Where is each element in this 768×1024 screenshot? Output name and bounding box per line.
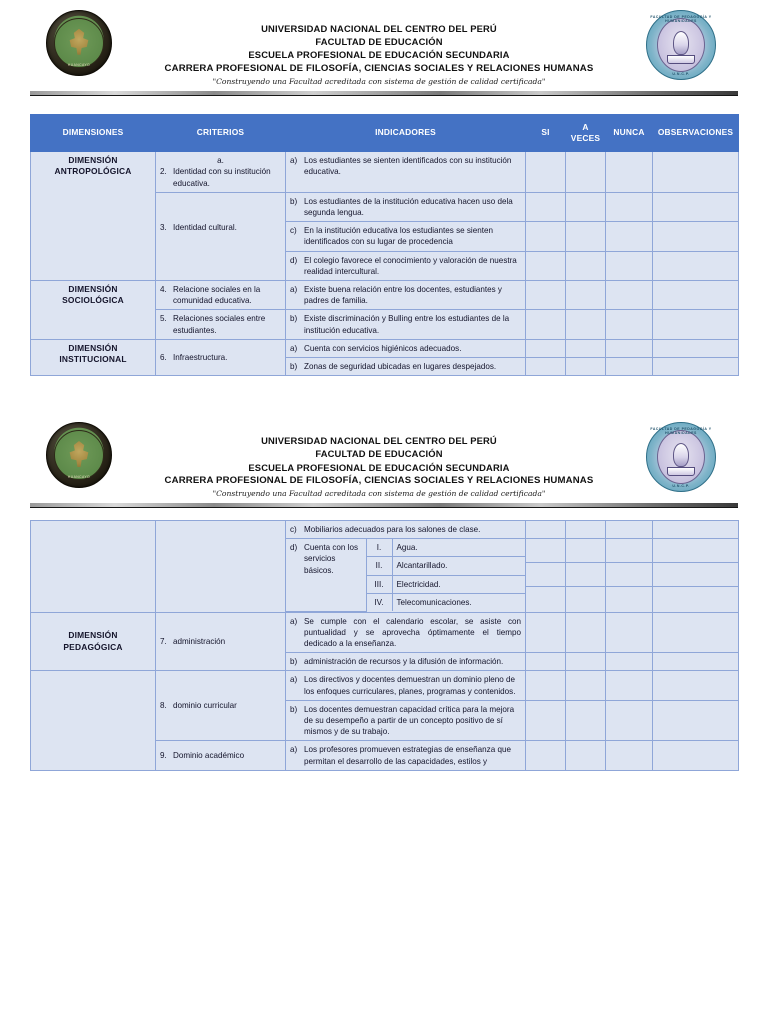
answer-cell-a-veces[interactable] (566, 586, 606, 612)
dimension-institucional-cont (31, 521, 156, 613)
indicador-text: Se cumple con el calendario escolar, se asiste con puntualidad y se aprovecha óptimamente el tiempo dedicado a la enseñanza. (304, 616, 521, 648)
criterio-3-cell (156, 192, 286, 280)
criterio-4-cell (156, 281, 286, 310)
answer-cell-a-veces[interactable] (566, 562, 606, 586)
indicador-letter: b) (290, 314, 298, 324)
col-header-a-veces (566, 114, 606, 151)
header-slogan: "Construyendo una Facultad acreditada con sistema de gestión de calidad certificada" (212, 489, 546, 499)
answer-cell-observaciones[interactable] (653, 251, 739, 280)
answer-cell-observaciones[interactable] (653, 612, 739, 653)
table-row (31, 339, 739, 357)
criterio-2-num: 2. (160, 167, 167, 177)
unt-seal-logo (46, 422, 112, 488)
answer-cell-a-veces[interactable] (566, 251, 606, 280)
servicios-basicos-subtable (286, 539, 525, 611)
answer-cell-observaciones[interactable] (653, 741, 739, 770)
subitem-text: Electricidad. (392, 575, 525, 593)
header-line-faculty: FACULTAD DE EDUCACIÓN (315, 448, 443, 460)
criterio-a-label: a. (217, 156, 224, 166)
emblem-bottom-label: U.N.C.P. (672, 72, 690, 76)
answer-cell-a-veces[interactable] (566, 339, 606, 357)
answer-cell-a-veces[interactable] (566, 152, 606, 193)
dimension-institucional-l2: INSTITUCIONAL (59, 354, 127, 365)
answer-cell-si[interactable] (526, 700, 566, 741)
indicador-text: Zonas de seguridad ubicadas en lugares despejados. (304, 362, 497, 372)
indicador-text: administración de recursos y la difusión de información. (304, 657, 504, 667)
answer-cell-nunca[interactable] (606, 653, 653, 671)
answer-cell-nunca[interactable] (606, 586, 653, 612)
answer-cell-nunca[interactable] (606, 671, 653, 700)
answer-cell-observaciones[interactable] (653, 700, 739, 741)
indicador-letter: a) (290, 675, 298, 685)
answer-cell-observaciones[interactable] (653, 192, 739, 221)
indicador-cell (286, 521, 526, 539)
answer-cell-nunca[interactable] (606, 700, 653, 741)
table-row (31, 281, 739, 310)
answer-cell-observaciones[interactable] (653, 152, 739, 193)
answer-cell-observaciones[interactable] (653, 671, 739, 700)
answer-cell-a-veces[interactable] (566, 192, 606, 221)
answer-cell-observaciones[interactable] (653, 358, 739, 376)
page-break-gap (0, 376, 768, 412)
header-line-school: ESCUELA PROFESIONAL DE EDUCACIÓN SECUNDARIA (248, 461, 510, 473)
indicador-text: Los docentes demuestran capacidad crítica para la mejora de su desempeño a partir de un concepto positivo de sí mismos y de su trabajo. (304, 704, 515, 737)
indicador-cell-servicios (286, 539, 526, 612)
dimension-antropologica-l1: DIMENSIÓN (68, 155, 118, 166)
answer-cell-a-veces[interactable] (566, 741, 606, 770)
answer-cell-nunca[interactable] (606, 281, 653, 310)
indicador-text: Los directivos y docentes demuestran un dominio pleno de los enfoques curriculares, planes, programas y contenidos. (304, 675, 516, 696)
answer-cell-a-veces[interactable] (566, 310, 606, 339)
indicador-cell (286, 653, 526, 671)
rubric-table-2-wrap (0, 520, 768, 771)
indicador-cell (286, 612, 526, 653)
subitem-num: I. (366, 539, 392, 557)
subitem-num: III. (366, 575, 392, 593)
seal-caption: HUANCAYO (67, 475, 91, 480)
indicador-text: Existe discriminación y Bulling entre los estudiantes de la institución educativa. (304, 314, 510, 335)
answer-cell-observaciones[interactable] (653, 539, 739, 563)
col-header-nunca: NUNCA (606, 114, 653, 151)
criterio-5-cell (156, 310, 286, 339)
header-divider-rule (30, 91, 738, 96)
indicador-cell (286, 281, 526, 310)
col-header-dimensiones: DIMENSIONES (31, 114, 156, 151)
subitem-num: IV. (366, 593, 392, 611)
criterio-2-cell (156, 152, 286, 193)
header-titles (112, 422, 646, 499)
answer-cell-nunca[interactable] (606, 222, 653, 251)
col-header-a-veces-l1: A (582, 121, 589, 132)
table-row (31, 521, 739, 539)
indicador-letter: b) (290, 657, 298, 667)
answer-cell-nunca[interactable] (606, 562, 653, 586)
emblem-torch-icon (673, 31, 689, 55)
header-divider-rule (30, 503, 738, 508)
answer-cell-nunca[interactable] (606, 339, 653, 357)
criterio-7-cell (156, 612, 286, 671)
answer-cell-si[interactable] (526, 339, 566, 357)
answer-cell-si[interactable] (526, 222, 566, 251)
answer-cell-nunca[interactable] (606, 741, 653, 770)
indicador-letter: a) (290, 343, 298, 353)
emblem-top-label: FACULTAD DE PEDAGOGÍA Y HUMANIDADES (650, 427, 712, 436)
answer-cell-observaciones[interactable] (653, 339, 739, 357)
subtable-row (286, 539, 525, 557)
dimension-antropologica (31, 152, 156, 281)
criterio-6-cell (156, 339, 286, 375)
unt-seal-logo (46, 10, 112, 76)
answer-cell-observaciones[interactable] (653, 653, 739, 671)
header-line-career: CARRERA PROFESIONAL DE FILOSOFÍA, CIENCIAS SOCIALES Y RELACIONES HUMANAS (164, 62, 594, 74)
answer-cell-si[interactable] (526, 562, 566, 586)
indicador-cell (286, 671, 526, 700)
emblem-book-icon (667, 467, 695, 476)
rubric-table-2 (30, 520, 739, 771)
header-line-school: ESCUELA PROFESIONAL DE EDUCACIÓN SECUNDARIA (248, 49, 510, 61)
dimension-pedagogica-l1: DIMENSIÓN (68, 630, 118, 641)
dimension-antropologica-l2: ANTROPOLÓGICA (54, 166, 132, 177)
answer-cell-a-veces[interactable] (566, 222, 606, 251)
dimension-sociologica-l2: SOCIOLÓGICA (62, 295, 124, 306)
indicador-letter: c) (290, 226, 297, 236)
answer-cell-a-veces[interactable] (566, 612, 606, 653)
criterio-4-text: Relacione sociales en la comunidad educativa. (173, 285, 261, 306)
indicador-letter: b) (290, 704, 298, 714)
emblem-top-label: FACULTAD DE PEDAGOGÍA Y HUMANIDADES (650, 15, 712, 23)
document-header-2 (0, 412, 768, 508)
criterio-3-text: Identidad cultural. (173, 222, 237, 232)
answer-cell-si[interactable] (526, 539, 566, 563)
dimension-sociologica (31, 281, 156, 340)
col-header-observaciones: OBSERVACIONES (653, 114, 739, 151)
answer-cell-a-veces[interactable] (566, 521, 606, 539)
dimension-pedagogica (31, 630, 156, 770)
subitem-num: II. (366, 557, 392, 575)
indicador-letter: a) (290, 745, 298, 755)
answer-cell-observaciones[interactable] (653, 281, 739, 310)
rubric-table-1 (30, 114, 739, 376)
seal-caption: HUANCAYO (67, 63, 91, 67)
criterio-5-text: Relaciones sociales entre estudiantes. (173, 314, 266, 335)
answer-cell-nunca[interactable] (606, 539, 653, 563)
answer-cell-observaciones[interactable] (653, 521, 739, 539)
answer-cell-nunca[interactable] (606, 310, 653, 339)
criterio-6-num: 6. (160, 352, 167, 362)
answer-cell-observaciones[interactable] (653, 310, 739, 339)
dimension-institucional-l1: DIMENSIÓN (68, 342, 118, 353)
indicador-text: Los estudiantes se sienten identificados con su institución educativa. (304, 156, 512, 177)
dimension-institucional (31, 339, 156, 375)
criterio-9-num: 9. (160, 751, 167, 761)
dimension-sociologica-l1: DIMENSIÓN (68, 284, 118, 295)
subitem-text: Telecomunicaciones. (392, 593, 525, 611)
emblem-torch-icon (673, 443, 689, 467)
criterio-6-text: Infraestructura. (173, 352, 228, 362)
answer-cell-si[interactable] (526, 671, 566, 700)
header-line-university: UNIVERSIDAD NACIONAL DEL CENTRO DEL PERÚ (261, 435, 497, 447)
subitem-text: Agua. (392, 539, 525, 557)
indicador-cell (286, 339, 526, 357)
criterio-7-num: 7. (160, 636, 167, 646)
criterio-8-cell (156, 671, 286, 741)
table-header-row (31, 114, 739, 151)
indicador-letter: d) (290, 543, 298, 553)
answer-cell-nunca[interactable] (606, 612, 653, 653)
criterio-8-num: 8. (160, 701, 167, 711)
answer-cell-a-veces[interactable] (566, 700, 606, 741)
criterio-4-num: 4. (160, 285, 167, 295)
answer-cell-si[interactable] (526, 521, 566, 539)
answer-cell-a-veces[interactable] (566, 539, 606, 563)
criterio-5-num: 5. (160, 314, 167, 324)
criterio-9-text: Dominio académico (173, 751, 245, 761)
table-row (31, 671, 739, 700)
indicador-cell (286, 310, 526, 339)
emblem-bottom-label: U.N.C.P. (672, 484, 690, 489)
indicador-cell (286, 192, 526, 221)
answer-cell-observaciones[interactable] (653, 222, 739, 251)
indicador-cell (286, 741, 526, 770)
indicador-text: Los profesores promueven estrategias de enseñanza que permitan el desarrollo de las capacidades, estilos y (304, 745, 511, 766)
indicador-cell (286, 251, 526, 280)
indicador-text: Cuenta con servicios higiénicos adecuados. (304, 343, 462, 353)
document-header-1 (0, 0, 768, 96)
header-line-university: UNIVERSIDAD NACIONAL DEL CENTRO DEL PERÚ (261, 23, 497, 34)
col-header-criterios: CRITERIOS (156, 114, 286, 151)
answer-cell-si[interactable] (526, 586, 566, 612)
indicador-text: El colegio favorece el conocimiento y valoración de nuestra realidad intercultural. (304, 255, 517, 276)
indicador-letter: c) (290, 525, 297, 535)
criterio-8-text: dominio curricular (173, 701, 237, 711)
indicador-d-cell (286, 539, 366, 611)
answer-cell-nunca[interactable] (606, 152, 653, 193)
answer-cell-a-veces[interactable] (566, 671, 606, 700)
answer-cell-observaciones[interactable] (653, 562, 739, 586)
answer-cell-nunca[interactable] (606, 251, 653, 280)
indicador-cell (286, 152, 526, 193)
col-header-a-veces-l2: VECES (570, 133, 601, 144)
answer-cell-nunca[interactable] (606, 192, 653, 221)
criterio-2-text: Identidad con su institución educativa. (173, 167, 271, 188)
criterio-7-text: administración (173, 636, 226, 646)
indicador-text: Mobiliarios adecuados para los salones de clase. (304, 525, 481, 535)
answer-cell-si[interactable] (526, 358, 566, 376)
answer-cell-si[interactable] (526, 152, 566, 193)
answer-cell-nunca[interactable] (606, 358, 653, 376)
answer-cell-si[interactable] (526, 653, 566, 671)
faculty-emblem-logo (646, 10, 716, 80)
table-row (31, 152, 739, 193)
rubric-table-1-wrap (0, 114, 768, 376)
dimension-pedagogica-l2: PEDAGÓGICA (63, 641, 123, 652)
answer-cell-a-veces[interactable] (566, 653, 606, 671)
indicador-text: Los estudiantes de la institución educativa hacen uso dela segunda lengua. (304, 196, 513, 218)
indicador-letter: b) (290, 362, 298, 372)
indicador-text: En la institución educativa los estudiantes se sienten identificados con su lugar de procedencia (304, 226, 493, 247)
indicador-text: Existe buena relación entre los docentes, estudiantes y padres de familia. (304, 285, 502, 306)
criterio-3-num: 3. (160, 222, 167, 232)
indicador-text: Cuenta con los servicios básicos. (304, 543, 358, 575)
indicador-cell (286, 222, 526, 251)
indicador-cell (286, 700, 526, 741)
criterio-6-cell-cont (156, 521, 286, 613)
indicador-letter: a) (290, 156, 298, 166)
answer-cell-si[interactable] (526, 741, 566, 770)
faculty-emblem-logo (646, 422, 716, 492)
answer-cell-a-veces[interactable] (566, 281, 606, 310)
answer-cell-a-veces[interactable] (566, 358, 606, 376)
indicador-letter: a) (290, 285, 298, 295)
indicador-cell (286, 358, 526, 376)
answer-cell-observaciones[interactable] (653, 586, 739, 612)
col-header-si: SI (526, 114, 566, 151)
emblem-book-icon (667, 55, 695, 64)
answer-cell-si[interactable] (526, 251, 566, 280)
col-header-indicadores: INDICADORES (286, 114, 526, 151)
header-line-faculty: FACULTAD DE EDUCACIÓN (315, 36, 443, 48)
answer-cell-nunca[interactable] (606, 521, 653, 539)
indicador-letter: a) (290, 616, 298, 626)
header-titles (112, 10, 646, 87)
header-line-career: CARRERA PROFESIONAL DE FILOSOFÍA, CIENCIAS SOCIALES Y RELACIONES HUMANAS (164, 474, 594, 486)
answer-cell-si[interactable] (526, 612, 566, 653)
answer-cell-si[interactable] (526, 192, 566, 221)
subitem-text: Alcantarillado. (392, 557, 525, 575)
indicador-letter: b) (290, 196, 298, 206)
criterio-9-cell (156, 741, 286, 770)
indicador-letter: d) (290, 255, 298, 265)
answer-cell-si[interactable] (526, 281, 566, 310)
answer-cell-si[interactable] (526, 310, 566, 339)
header-slogan: "Construyendo una Facultad acreditada con sistema de gestión de calidad certificada" (212, 76, 546, 86)
